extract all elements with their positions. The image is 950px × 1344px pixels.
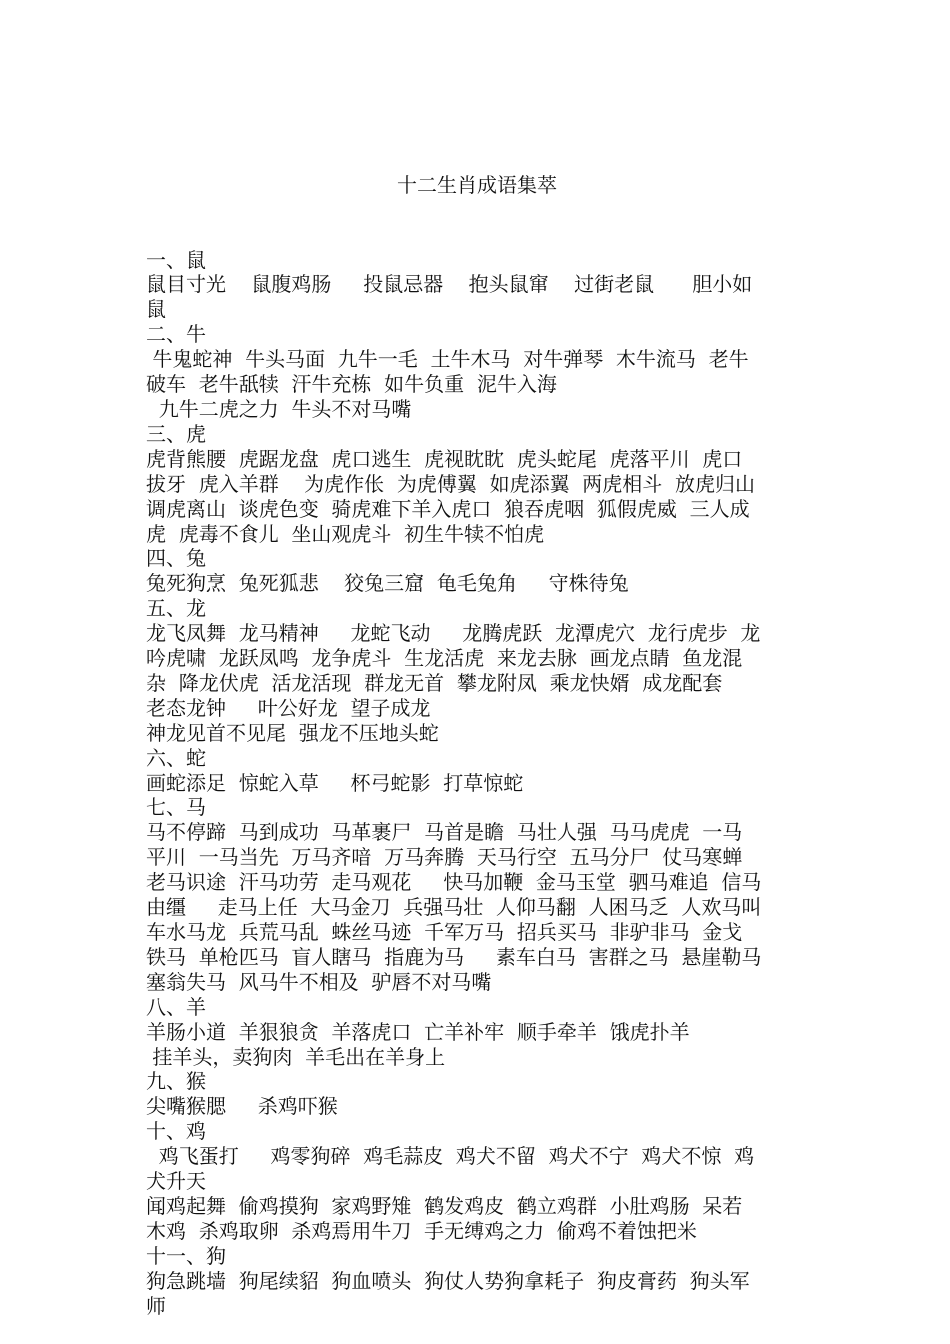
- text-line: 调虎离山 谈虎色变 骑虎难下羊入虎口 狼吞虎咽 狐假虎威 三人成: [146, 496, 750, 521]
- text-line: 挂羊头，卖狗肉 羊毛出在羊身上: [146, 1044, 446, 1069]
- text-line: 杂 降龙伏虎 活龙活现 群龙无首 攀龙附凤 乘龙快婿 成龙配套: [146, 670, 723, 695]
- text-line: 五、龙: [146, 596, 206, 621]
- text-line: 马不停蹄 马到成功 马革裹尸 马首是瞻 马壮人强 马马虎虎 一马: [146, 820, 743, 845]
- text-line: 平川 一马当先 万马齐喑 万马奔腾 天马行空 五马分尸 仗马寒蝉: [146, 845, 743, 870]
- document-page: [146, 123, 808, 1343]
- text-line: 羊肠小道 羊狠狼贪 羊落虎口 亡羊补牢 顺手牵羊 饿虎扑羊: [146, 1019, 690, 1044]
- text-line: 牛鬼蛇神 牛头马面 九牛一毛 土牛木马 对牛弹琴 木牛流马 老牛: [146, 347, 749, 372]
- text-line: 闻鸡起舞 偷鸡摸狗 家鸡野雉 鹤发鸡皮 鹤立鸡群 小肚鸡肠 呆若: [146, 1193, 743, 1218]
- text-line: 老马识途 汗马功劳 走马观花 快马加鞭 金马玉堂 驷马难追 信马: [146, 870, 762, 895]
- text-line: 画蛇添足 惊蛇入草 杯弓蛇影 打草惊蛇: [146, 770, 524, 795]
- document-body: [146, 248, 808, 1319]
- text-line: 八、羊: [146, 994, 206, 1019]
- text-line: 虎背熊腰 虎踞龙盘 虎口逃生 虎视眈眈 虎头蛇尾 虎落平川 虎口: [146, 446, 743, 471]
- text-line: 木鸡 杀鸡取卵 杀鸡焉用牛刀 手无缚鸡之力 偷鸡不着蚀把米: [146, 1218, 697, 1243]
- text-line: 神龙见首不见尾 强龙不压地头蛇: [146, 720, 439, 745]
- text-line: 由缰 走马上任 大马金刀 兵强马壮 人仰马翻 人困马乏 人欢马叫: [146, 895, 762, 920]
- text-line: 吟虎啸 龙跃凤鸣 龙争虎斗 生龙活虎 来龙去脉 画龙点睛 鱼龙混: [146, 646, 743, 671]
- text-line: 兔死狗烹 兔死狐悲 狡兔三窟 龟毛兔角 守株待兔: [146, 571, 629, 596]
- text-line: 七、马: [146, 795, 206, 820]
- text-line: 塞翁失马 风马牛不相及 驴唇不对马嘴: [146, 969, 492, 994]
- text-line: 三、虎: [146, 421, 206, 446]
- text-line: 车水马龙 兵荒马乱 蛛丝马迹 千军万马 招兵买马 非驴非马 金戈: [146, 920, 743, 944]
- text-line: 九、猴: [146, 1069, 206, 1094]
- text-line: 六、蛇: [146, 745, 206, 770]
- text-line: 鼠目寸光 鼠腹鸡肠 投鼠忌器 抱头鼠窜 过街老鼠 胆小如: [146, 272, 753, 297]
- text-line: 十一、狗: [146, 1243, 226, 1268]
- text-line: 尖嘴猴腮 杀鸡吓猴: [146, 1094, 338, 1119]
- text-line: 虎 虎毒不食儿 坐山观虎斗 初生牛犊不怕虎: [146, 521, 545, 546]
- text-line: 十、鸡: [146, 1119, 206, 1144]
- text-line: 四、兔: [146, 546, 206, 571]
- text-line: 老态龙钟 叶公好龙 望子成龙: [146, 695, 431, 720]
- text-line: 破车 老牛舐犊 汗牛充栋 如牛负重 泥牛入海: [146, 372, 557, 397]
- document-title: 十二生肖成语集萃: [397, 172, 557, 197]
- text-line: 狗急跳墙 狗尾续貂 狗血喷头 狗仗人势狗拿耗子 狗皮膏药 狗头军: [146, 1268, 750, 1293]
- text-line: 鼠: [146, 297, 166, 322]
- text-line: 师: [146, 1293, 166, 1318]
- text-line: 拔牙 虎入羊群 为虎作伥 为虎傅翼 如虎添翼 两虎相斗 放虎归山: [146, 471, 756, 496]
- text-line: 铁马 单枪匹马 盲人瞎马 指鹿为马 素车白马 害群之马 悬崖勒马: [146, 944, 762, 969]
- text-line: 鸡飞蛋打 鸡零狗碎 鸡毛蒜皮 鸡犬不留 鸡犬不宁 鸡犬不惊 鸡: [146, 1144, 755, 1169]
- text-line: 一、鼠: [146, 247, 206, 272]
- text-line: 龙飞凤舞 龙马精神 龙蛇飞动 龙腾虎跃 龙潭虎穴 龙行虎步 龙: [146, 621, 761, 646]
- text-line: 犬升天: [146, 1169, 206, 1194]
- text-line: 二、牛: [146, 322, 206, 347]
- text-line: 九牛二虎之力 牛头不对马嘴: [146, 396, 412, 421]
